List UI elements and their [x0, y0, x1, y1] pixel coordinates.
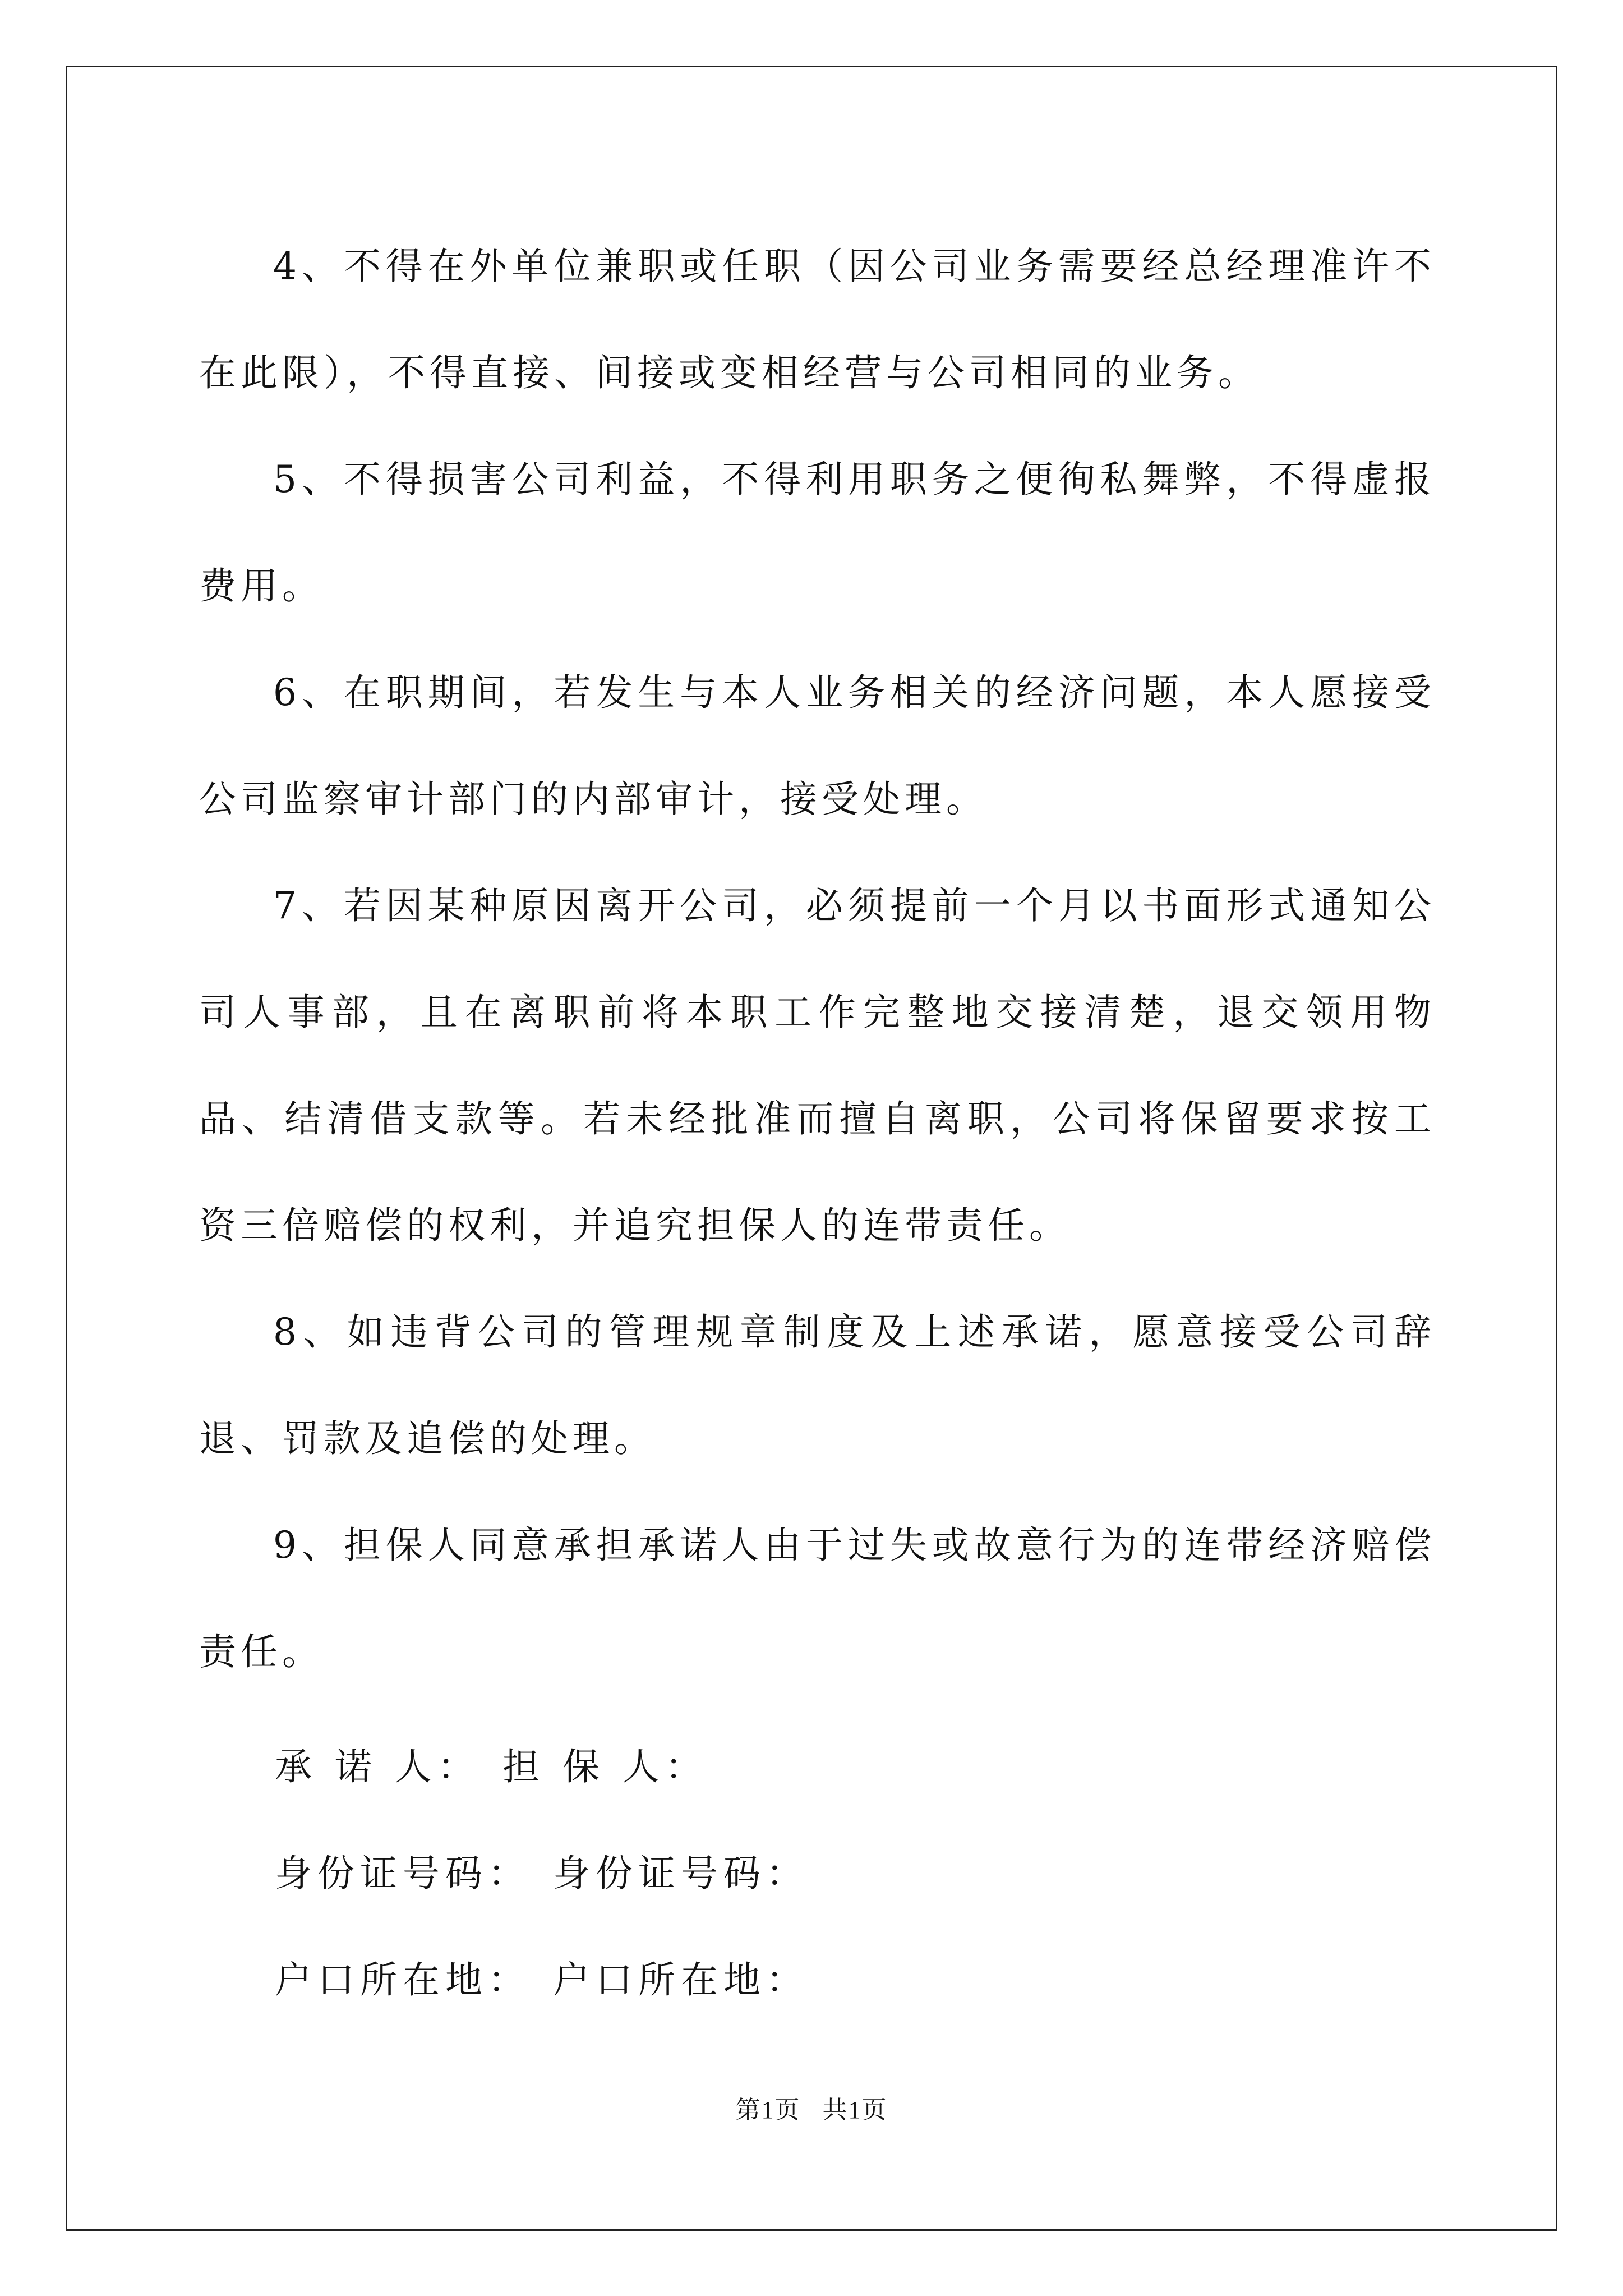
clause-4: 4、不得在外单位兼职或任职（因公司业务需要经总经理准许不在此限），不得直接、间接或变相经营与公司相同的业务。	[199, 245, 1436, 394]
signature-block	[275, 1714, 1284, 2033]
promisor-id-label: 身份证号码：	[275, 1852, 531, 1895]
clause-9: 9、担保人同意承担承诺人由于过失或故意行为的连带经济赔偿责任。	[199, 1524, 1436, 1673]
page-footer	[0, 2090, 1623, 2125]
clause-5: 5、不得损害公司利益，不得利用职务之便徇私舞弊，不得虚报费用。	[199, 458, 1436, 608]
clause-7: 7、若因某种原因离开公司，必须提前一个月以书面形式通知公司人事部，且在离职前将本职工作完整地交接清楚，退交领用物品、结清借支款等。若未经批准而擅自离职，公司将保留要求按工资三倍赔偿的权利，并追究担保人的连带责任。	[199, 884, 1436, 1247]
signature-row-id	[275, 1820, 1284, 1927]
promisor-residence-label: 户口所在地：	[275, 1958, 531, 2001]
clause-8: 8、如违背公司的管理规章制度及上述承诺，愿意接受公司辞退、罚款及追偿的处理。	[199, 1310, 1436, 1460]
promisor-label: 承 诺 人：	[275, 1745, 480, 1788]
clause-6: 6、在职期间，若发生与本人业务相关的经济问题，本人愿接受公司监察审计部门的内部审计，接受处理。	[199, 671, 1436, 821]
guarantor-id-label: 身份证号码：	[553, 1852, 809, 1895]
signature-row-residence	[275, 1927, 1284, 2033]
page-number: 第1页	[735, 2096, 801, 2124]
guarantor-residence-label: 户口所在地：	[553, 1958, 809, 2001]
guarantor-label: 担 保 人：	[502, 1745, 708, 1788]
document-body	[199, 213, 1436, 1705]
page-total: 共1页	[822, 2096, 888, 2124]
signature-row-name	[275, 1714, 1284, 1820]
